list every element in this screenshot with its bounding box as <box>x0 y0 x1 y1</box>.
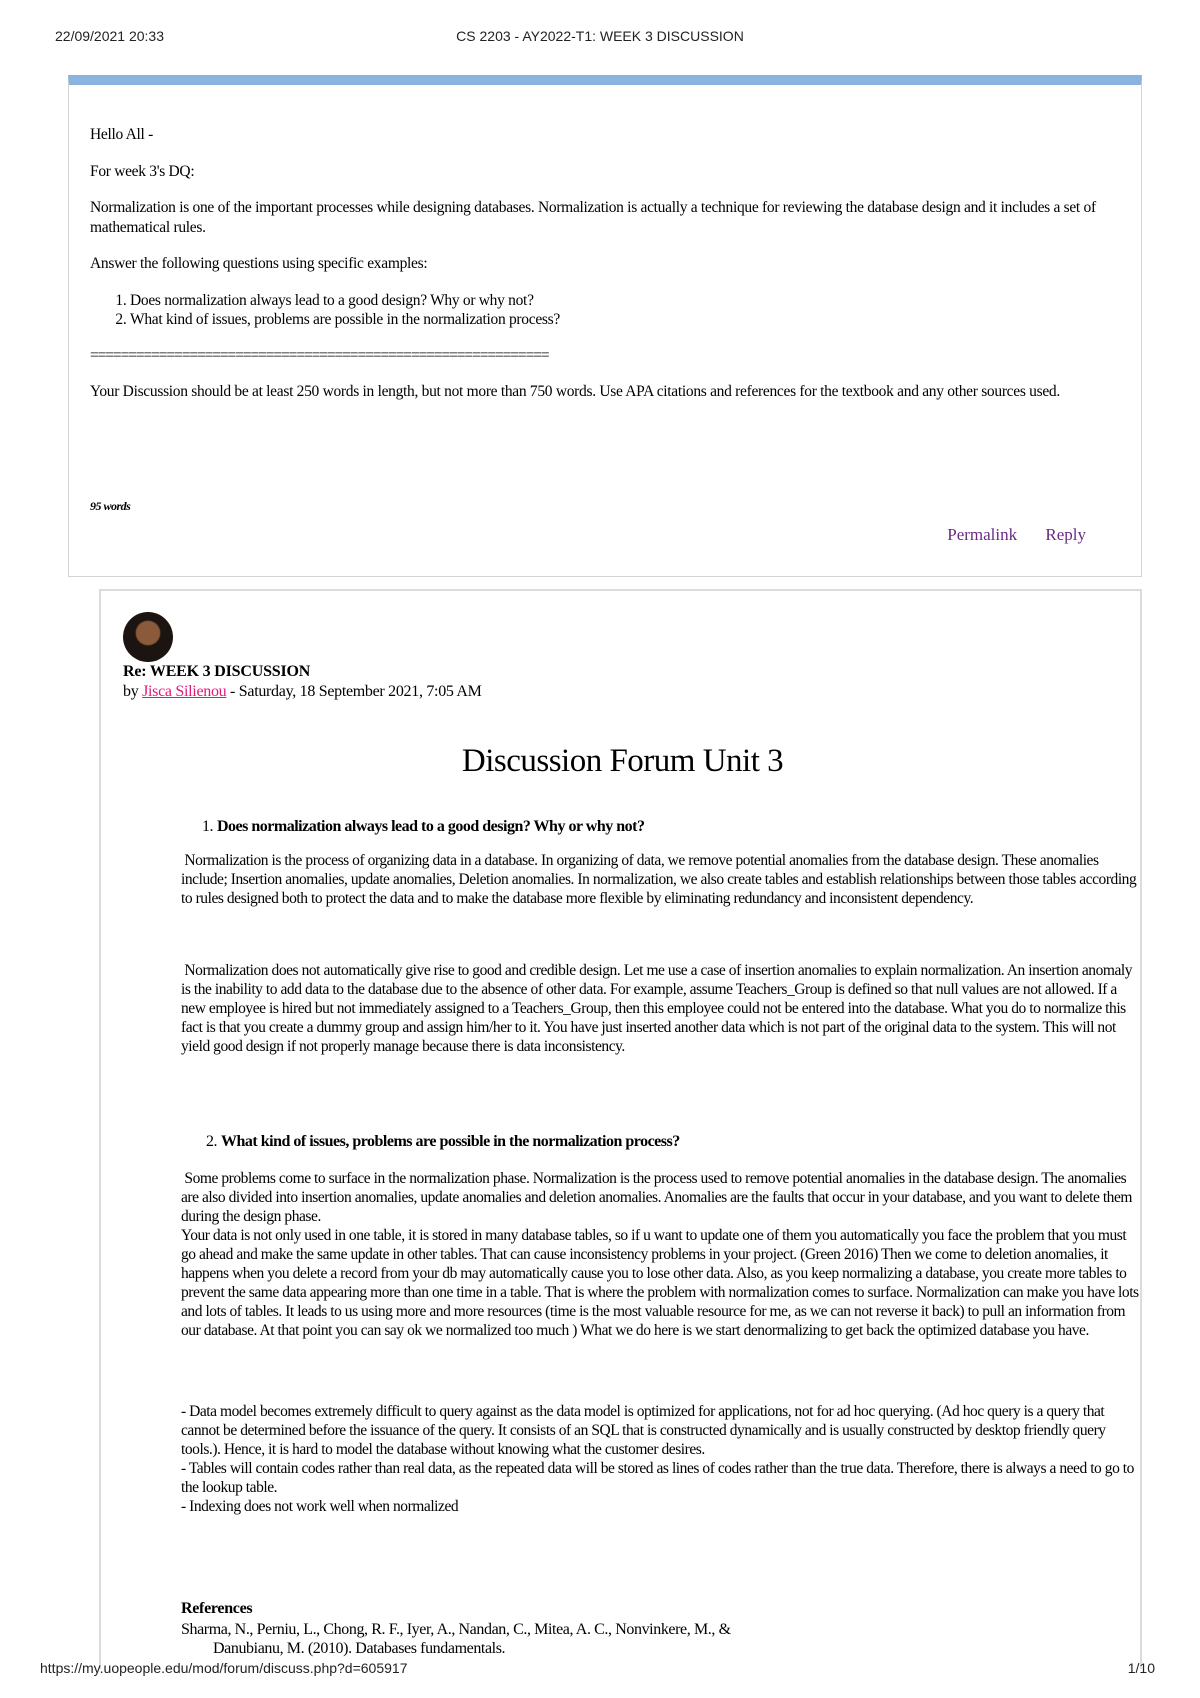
print-header <box>0 28 1200 48</box>
avatar[interactable] <box>123 612 173 662</box>
post-actions <box>923 525 1086 545</box>
answer-1-paragraph-1 <box>181 851 1141 908</box>
post-instruction: Answer the following questions using specific examples: <box>90 255 428 272</box>
question-text: What kind of issues, problems are possible in the normalization process? <box>221 1133 680 1150</box>
reply-subject: Re: WEEK 3 DISCUSSION <box>123 663 311 680</box>
paragraph-text: Your data is not only used in one table, it is stored in many database tables, so if u want to update one of them you automatically you face the problem that you must go ahead and make the same update in other tables. That can cause inconsistency problems in your project. (Green 2016) Then we come to deletion anomalies, it happens when you delete a record from your db may automatically cause you to lose other data. Also, as you keep normalizing a database, you create more tables to prevent the same data appearing more than one time in a table. That is where the problem with normalization comes to surface. Normalization can make you have lots and lots of tables. It leads to us using more and more resources (time is the most valuable resource for me, as we can not reverse it back) to pull an information from our database. At that point you can say ok we normalized too much ) What we do here is we start denormalizing to get back the optimized database you have. <box>181 1227 1139 1339</box>
question-number: 1. <box>202 818 213 835</box>
print-date: 22/09/2021 20:33 <box>55 28 164 44</box>
answer-2-bullets <box>181 1402 1141 1516</box>
question-text: Does normalization always lead to a good design? Why or why not? <box>217 818 645 835</box>
reference-line: Sharma, N., Perniu, L., Chong, R. F., Iyer, A., Nandan, C., Mitea, A. C., Nonvinkere, M., & <box>181 1621 731 1638</box>
reference-entry <box>181 1620 1081 1658</box>
paragraph-text: Some problems come to surface in the normalization phase. Normalization is the process used to remove potential anomalies in the database design. The anomalies are also divided into insertion anomalies, update anomalies and deletion anomalies. Anomalies are the faults that occur in your database, and you want to delete them during the design phase. <box>181 1170 1133 1225</box>
post-intro: For week 3's DQ: <box>90 162 195 180</box>
author-link[interactable]: Jisca Silienou <box>142 683 227 700</box>
paragraph-text: Normalization is the process of organizing data in a database. In organizing of data, we remove potential anomalies from the database design. These anomalies include; Insertion anomalies, update anomalies, Deletion anomalies. In normalization, we also create tables and establish relationships between those tables according to rules designed both to protect the data and to make the database more flexible by eliminating redundancy and inconsistent dependency. <box>181 852 1137 907</box>
page-number: 1/10 <box>1127 1660 1155 1676</box>
question-1-heading <box>202 818 644 836</box>
question-list <box>90 291 1100 330</box>
references-heading: References <box>181 1600 253 1617</box>
reply-byline <box>123 683 482 701</box>
answer-1-paragraph-2 <box>181 961 1141 1056</box>
print-footer <box>0 1660 1200 1680</box>
bullet-text: - Tables will contain codes rather than real data, as the repeated data will be stored as lines of codes rather than the true data. Therefore, there is always a need to go to the lookup table. <box>181 1460 1134 1496</box>
print-url: https://my.uopeople.edu/mod/forum/discuss.php?d=605917 <box>40 1660 408 1676</box>
bullet-text: - Indexing does not work well when normalized <box>181 1498 459 1515</box>
post-body: Normalization is one of the important processes while designing databases. Normalization is actually a technique for reviewing the database design and it includes a set of mathematical rules. <box>90 199 1096 236</box>
permalink-link[interactable]: Permalink <box>947 525 1018 544</box>
post-greeting: Hello All - <box>90 126 153 143</box>
forum-post-original <box>68 75 1142 577</box>
word-count: 95 words <box>90 499 131 513</box>
reference-line: Danubianu, M. (2010). Databases fundamentals. <box>213 1640 506 1657</box>
print-title: CS 2203 - AY2022-T1: WEEK 3 DISCUSSION <box>456 28 744 44</box>
bullet-text: - Data model becomes extremely difficult to query against as the data model is optimized for applications, not for ad hoc querying. (Ad hoc query is a query that cannot be determined before the issuance of the query. It consists of an SQL that is constructed dynamically and is usually constructed by desktop friendly query tools.). Hence, it is hard to model the database without knowing what the customer desires. <box>181 1403 1106 1458</box>
question-item: 2. What kind of issues, problems are possible in the normalization process? <box>130 310 1100 330</box>
reply-link[interactable]: Reply <box>1045 525 1086 544</box>
question-number: 2. <box>206 1133 217 1150</box>
question-2-heading <box>206 1133 680 1151</box>
question-item: 1. Does normalization always lead to a good design? Why or why not? <box>130 291 1100 311</box>
byline-prefix: by <box>123 683 143 700</box>
forum-post-reply <box>99 589 1142 1669</box>
reply-heading: Discussion Forum Unit 3 <box>461 743 784 779</box>
answer-2-body <box>181 1169 1141 1340</box>
paragraph-text: Normalization does not automatically give rise to good and credible design. Let me use a case of insertion anomalies to explain normalization. An insertion anomaly is the inability to add data to the database due to the absence of other data. For example, assume Teachers_Group is defined so that null values are not allowed. If a new employee is hired but not immediately assigned to a Teachers_Group, then this employee could not be entered into the database. What you do to normalize this fact is that you create a dummy group and assign him/her to it. You have just inserted another data which is not part of the original data to the system. This will not yield good design if not properly manage because there is data inconsistency. <box>181 962 1133 1055</box>
post-content <box>90 125 1100 419</box>
separator-line: ============================================================ <box>90 346 549 364</box>
reply-date: - Saturday, 18 September 2021, 7:05 AM <box>226 683 482 700</box>
post-requirements: Your Discussion should be at least 250 words in length, but not more than 750 words. Use APA citations and references for the textbook and any other sources used. <box>90 383 1060 400</box>
